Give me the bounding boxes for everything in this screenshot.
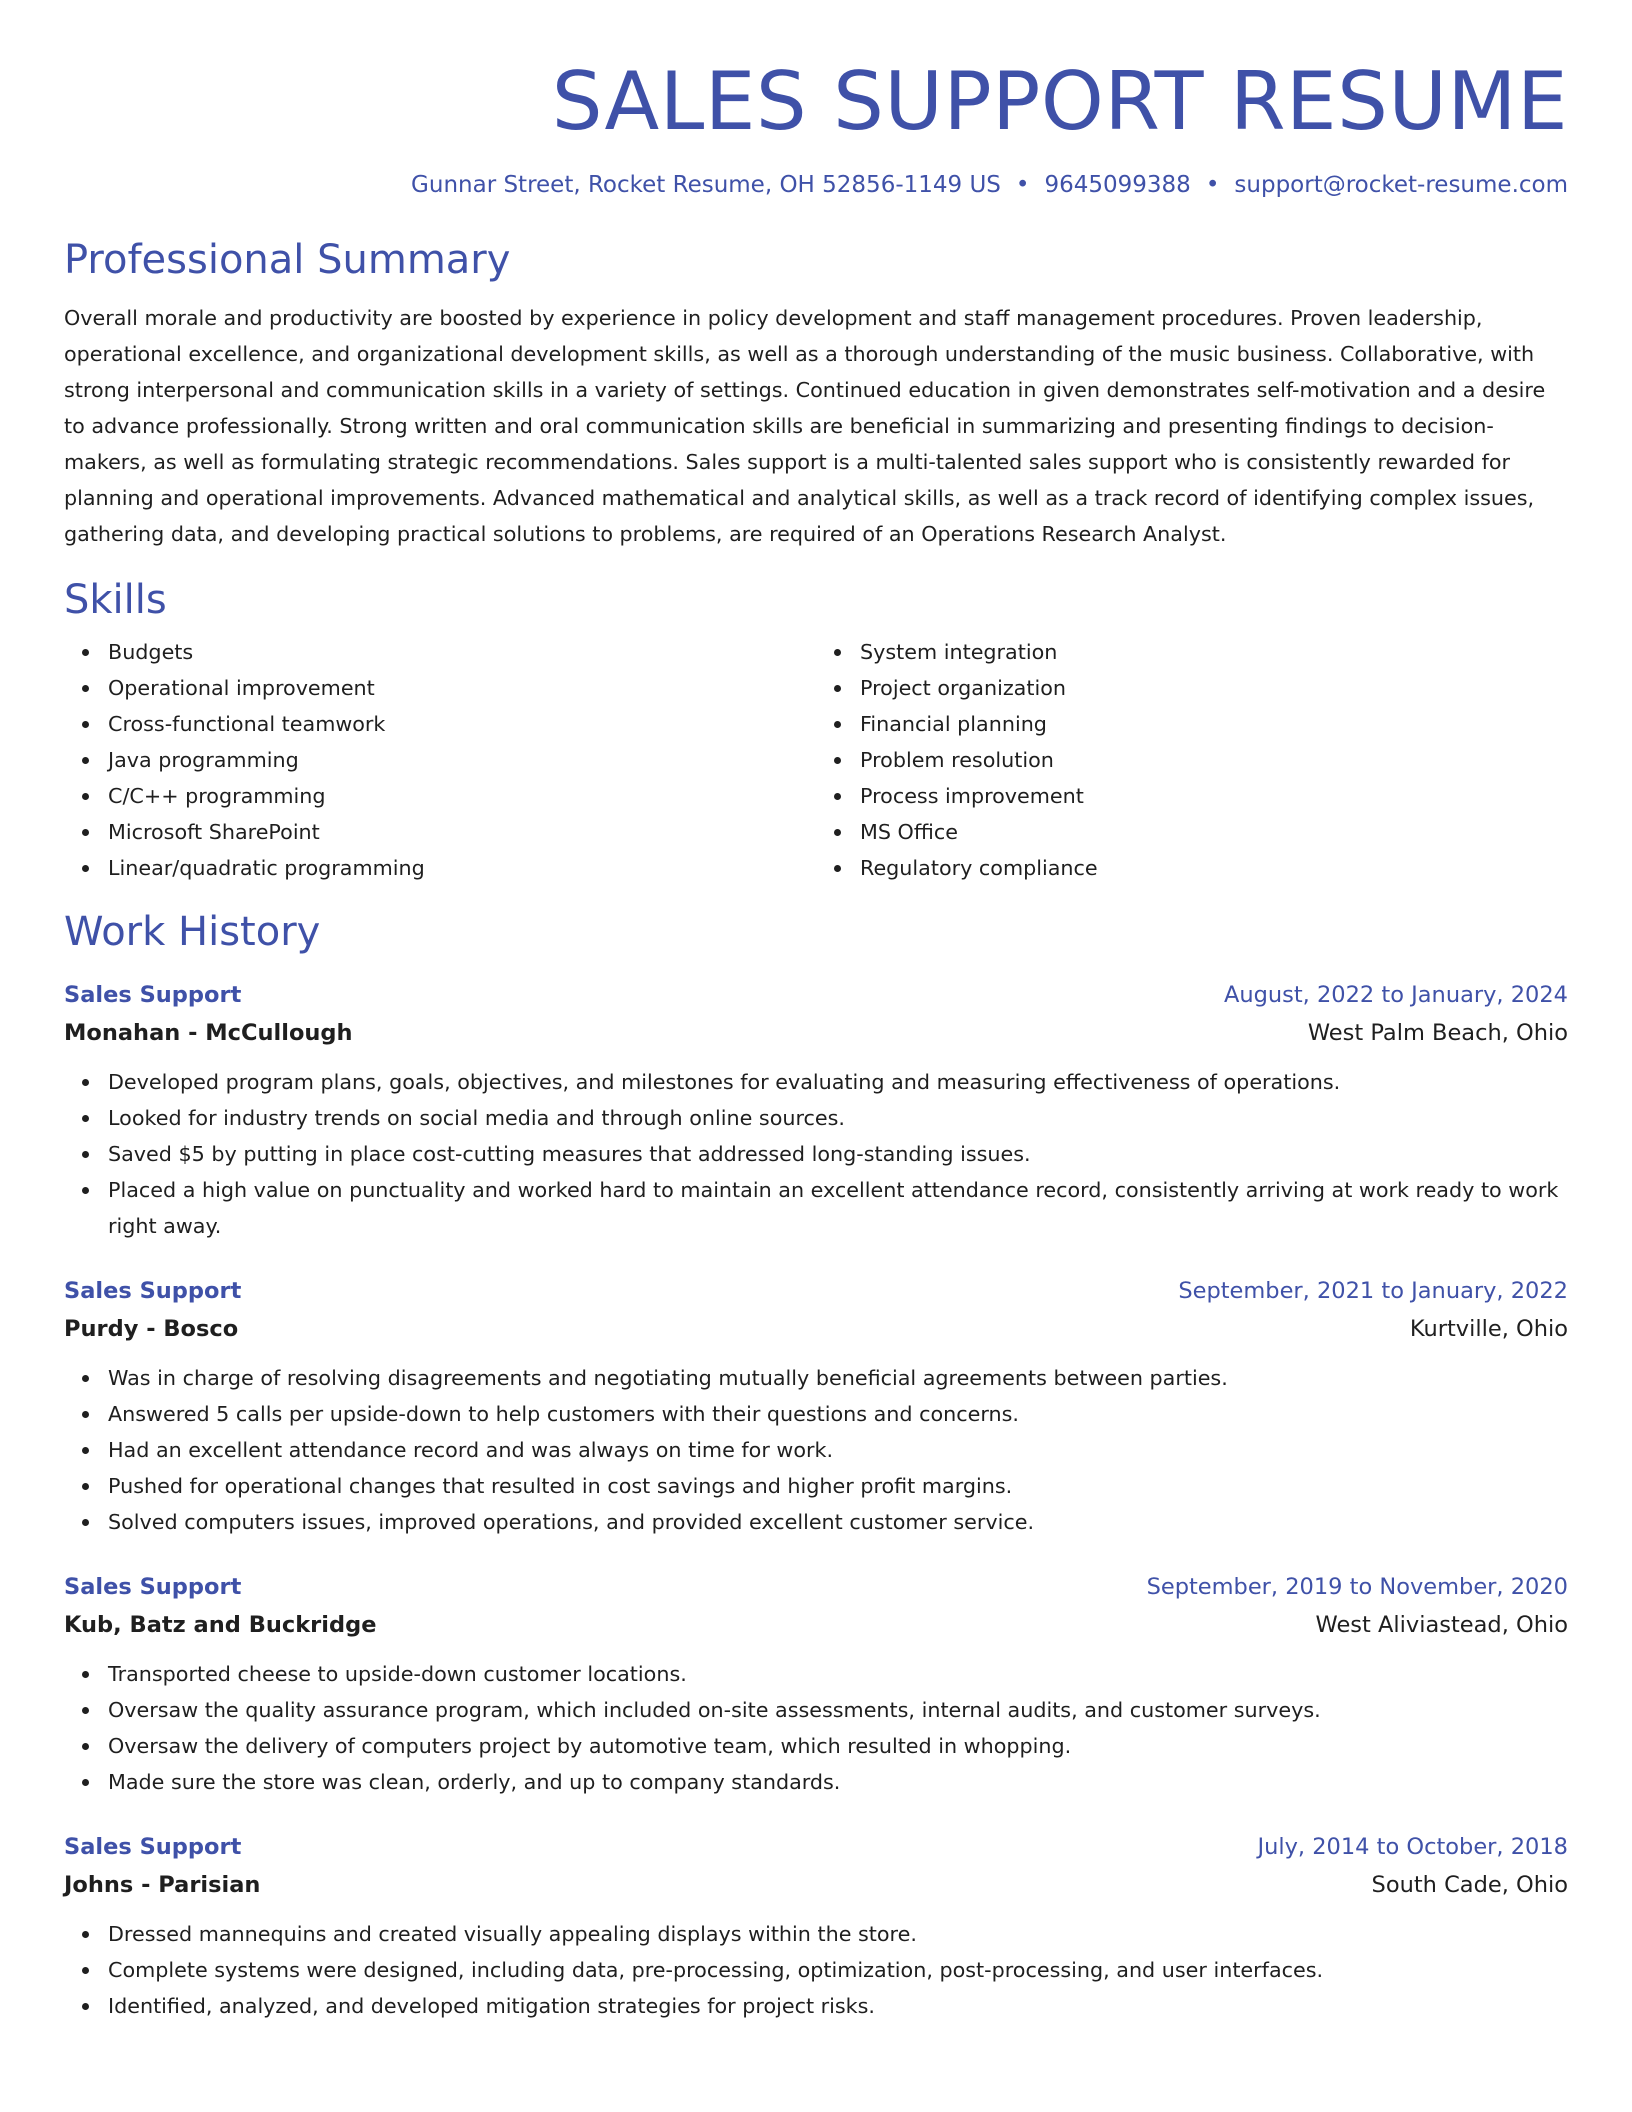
skill-item: System integration [860,634,1568,670]
duty-item: Oversaw the delivery of computers project by automotive team, which resulted in whopping. [108,1728,1568,1764]
skill-item: Operational improvement [108,670,816,706]
work-history-heading: Work History [64,909,321,955]
skill-item: Microsoft SharePoint [108,814,816,850]
skill-item: Regulatory compliance [860,850,1568,886]
job-duties [64,1656,1568,1800]
job-company: Kub, Batz and Buckridge [64,1612,377,1638]
duty-item: Oversaw the quality assurance program, which included on-site assessments, internal audits, and customer surveys. [108,1692,1568,1728]
skills-list-left [64,634,816,886]
job-duties [64,1360,1568,1540]
job-header-row [64,1828,1568,1866]
job-location: Kurtville, Ohio [1409,1316,1568,1342]
work-history-section [64,906,1568,2024]
contact-separator: • [1205,172,1220,198]
job-company-row [64,1866,1568,1904]
job-entry [64,1272,1568,1540]
skill-item: Cross-functional teamwork [108,706,816,742]
duty-item: Dressed mannequins and created visually appealing displays within the store. [108,1916,1568,1952]
job-duties [64,1064,1568,1244]
summary-text: Overall morale and productivity are boosted by experience in policy development and staff management procedures. Proven leadership, operational excellence, and organizational development skills, as well as a thorough understanding of the music business. Collaborative, with strong interpersonal and communication skills in a variety of settings. Continued education in given demonstrates self-motivation and a desire to advance professionally. Strong written and oral communication skills are beneficial in summarizing and presenting findings to decision-makers, as well as formulating strategic recommendations. Sales support is a multi-talented sales support who is consistently rewarded for planning and operational improvements. Advanced mathematical and analytical skills, as well as a track record of identifying complex issues, gathering data, and developing practical solutions to problems, are required of an Operations Research Analyst. [64,306,1546,546]
job-header-row [64,1272,1568,1310]
job-location: West Palm Beach, Ohio [1307,1020,1568,1046]
skill-item: Process improvement [860,778,1568,814]
job-title: Sales Support [64,1834,242,1860]
job-location: South Cade, Ohio [1371,1872,1568,1898]
skill-item: Financial planning [860,706,1568,742]
duty-item: Developed program plans, goals, objectives, and milestones for evaluating and measuring effectiveness of operations. [108,1064,1568,1100]
job-header-row [64,1568,1568,1606]
duty-item: Looked for industry trends on social media and through online sources. [108,1100,1568,1136]
skills-list-right [816,634,1568,886]
contact-phone[interactable]: 9645099388 [1044,172,1191,198]
skill-item: C/C++ programming [108,778,816,814]
job-entry [64,1568,1568,1800]
job-dates: August, 2022 to January, 2024 [1223,982,1568,1008]
duty-item: Pushed for operational changes that resulted in cost savings and higher profit margins. [108,1468,1568,1504]
skill-item: Java programming [108,742,816,778]
duty-item: Transported cheese to upside-down customer locations. [108,1656,1568,1692]
duty-item: Had an excellent attendance record and was always on time for work. [108,1432,1568,1468]
job-company-row [64,1310,1568,1348]
duty-item: Answered 5 calls per upside-down to help customers with their questions and concerns. [108,1396,1568,1432]
job-company: Purdy - Bosco [64,1316,239,1342]
job-duties [64,1916,1568,2024]
duty-item: Made sure the store was clean, orderly, and up to company standards. [108,1764,1568,1800]
skill-item: MS Office [860,814,1568,850]
job-dates: July, 2014 to October, 2018 [1257,1834,1568,1860]
duty-item: Placed a high value on punctuality and worked hard to maintain an excellent attendance record, consistently arriving at work ready to work right away. [108,1172,1568,1244]
summary-heading: Professional Summary [64,237,511,283]
duty-item: Complete systems were designed, including data, pre-processing, optimization, post-processing, and user interfaces. [108,1952,1568,1988]
duty-item: Was in charge of resolving disagreements and negotiating mutually beneficial agreements between parties. [108,1360,1568,1396]
job-dates: September, 2021 to January, 2022 [1178,1278,1568,1304]
skill-item: Budgets [108,634,816,670]
duty-item: Solved computers issues, improved operations, and provided excellent customer service. [108,1504,1568,1540]
job-entry [64,1828,1568,2024]
skill-item: Linear/quadratic programming [108,850,816,886]
job-title: Sales Support [64,1278,242,1304]
resume-name: SALES SUPPORT RESUME [551,55,1568,148]
job-company-row [64,1606,1568,1644]
skills-columns [64,634,1568,886]
job-company-row [64,1014,1568,1052]
job-title: Sales Support [64,982,242,1008]
contact-address: Gunnar Street, Rocket Resume, OH 52856-1149 US [411,172,1001,198]
contact-separator: • [1015,172,1030,198]
job-title: Sales Support [64,1574,242,1600]
job-location: West Aliviastead, Ohio [1315,1612,1568,1638]
duty-item: Identified, analyzed, and developed mitigation strategies for project risks. [108,1988,1568,2024]
skill-item: Project organization [860,670,1568,706]
skills-section [64,574,1568,886]
skills-heading: Skills [64,577,167,623]
summary-section [64,234,1568,552]
job-entry [64,976,1568,1244]
resume-header [64,0,1568,198]
job-header-row [64,976,1568,1014]
contact-line [64,172,1568,198]
contact-email[interactable]: support@rocket-resume.com [1234,172,1568,198]
job-company: Monahan - McCullough [64,1020,353,1046]
skill-item: Problem resolution [860,742,1568,778]
job-dates: September, 2019 to November, 2020 [1146,1574,1568,1600]
job-company: Johns - Parisian [64,1872,261,1898]
duty-item: Saved $5 by putting in place cost-cutting measures that addressed long-standing issues. [108,1136,1568,1172]
